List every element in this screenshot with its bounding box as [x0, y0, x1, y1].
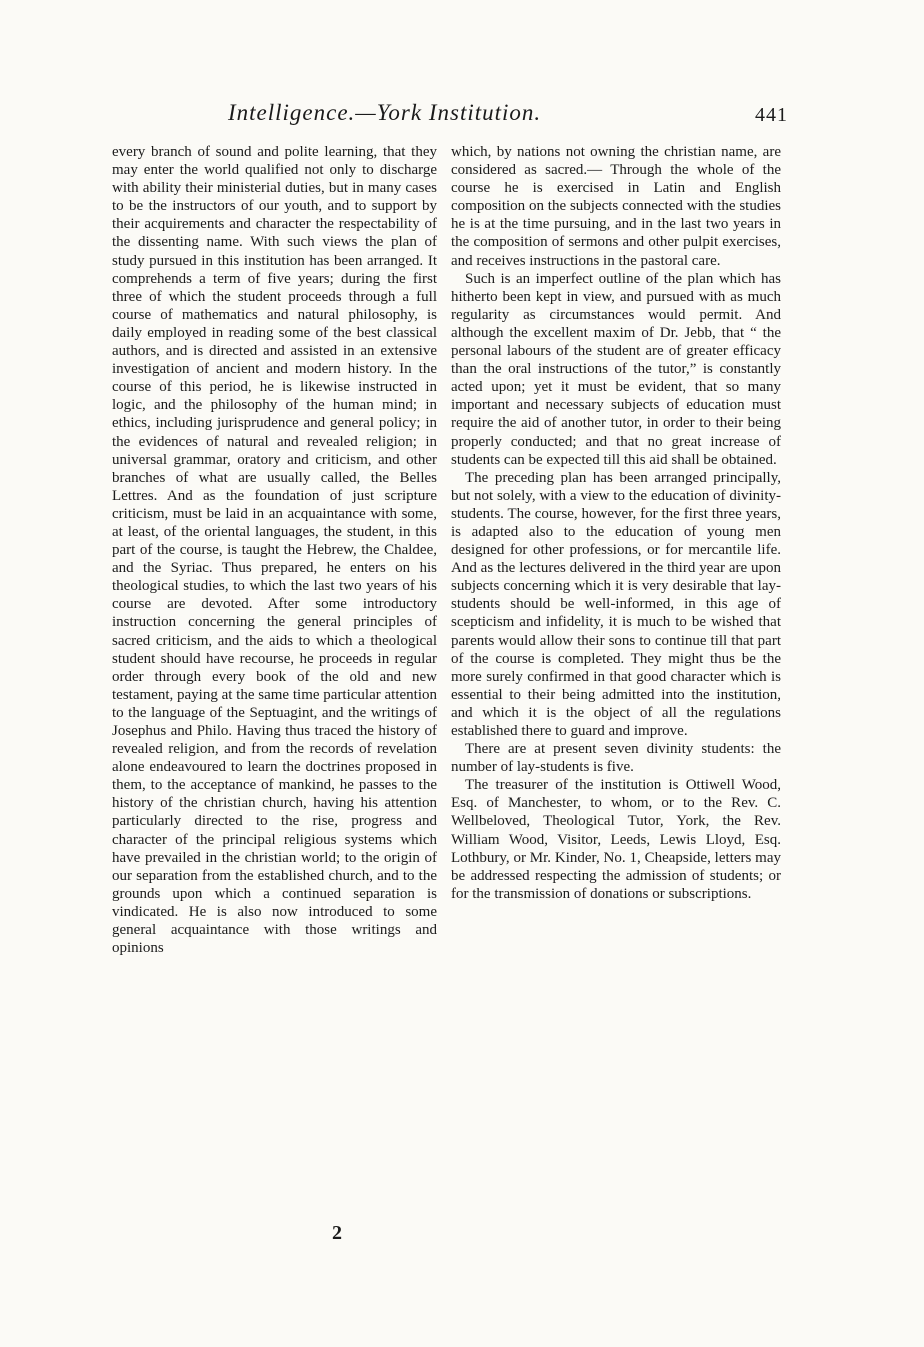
page-number: 441 — [755, 104, 788, 126]
left-column — [112, 143, 437, 957]
right-paragraph-4: There are at present seven divinity students: the number of lay-students is five. — [451, 741, 781, 776]
signature-mark: 2 — [332, 1222, 342, 1244]
right-paragraph-2: Such is an imperfect outline of the plan which has hitherto been kept in view, and pursued with as much regularity as circumstances would permit. And although the excellent maxim of Dr. Jebb, that “ the personal labours of the student are of greater efficacy than the oral instructions of the tutor,” is constantly acted upon; yet it must be evident, that so many important and necessary subjects of education must require the aid of another tutor, in order to their being properly conducted; and that no great increase of students can be expected till this aid shall be obtained. — [451, 270, 781, 468]
right-paragraph-3: The preceding plan has been arranged principally, but not solely, with a view to the education of divinity-students. The course, however, for the first three years, is adapted also to the education of young men designed for other professions, or for mercantile life. And as the lectures delivered in the third year are upon subjects concerning which it is very desirable that lay-students should be well-informed, in this age of scepticism and infidelity, it is much to be wished that parents would allow their sons to continue till that part of the course is completed. They might thus be the more surely confirmed in that good character which is essential to their being admitted into the institution, and which it is the object of all the regulations established there to guard and improve. — [451, 469, 781, 739]
right-paragraph-5: The treasurer of the institution is Ottiwell Wood, Esq. of Manchester, to whom, or to the Rev. C. Wellbeloved, Theological Tutor, York, the Rev. William Wood, Visitor, Leeds, Lewis Lloyd, Esq. Lothbury, or Mr. Kinder, No. 1, Cheapside, letters may be addressed respecting the admission of students; or for the transmission of donations or subscriptions. — [451, 777, 781, 902]
left-paragraph-1: every branch of sound and polite learning, that they may enter the world qualified not only to discharge with ability their ministerial duties, but in many cases to be the instructors of our youth, and to support by their acquirements and character the respectability of the dissenting name. With such views the plan of study pursued in this institution has been arranged. It comprehends a term of five years; during the first three of which the student proceeds through a full course of mathematics and natural philosophy, is daily employed in reading some of the best classical authors, and is directed and assisted in an extensive investigation of ancient and modern history. In the course of this period, he is likewise instructed in logic, and the philosophy of the human mind; in ethics, including jurisprudence and general policy; in the evidences of natural and revealed religion; in universal grammar, oratory and criticism, and other branches of what are usually called, the Belles Lettres. And as the foundation of just scripture criticism, must be laid in an acquaintance with some, at least, of the oriental languages, the student, in this part of the course, is taught the Hebrew, the Chaldee, and the Syriac. Thus prepared, he enters on his theological studies, to which the last two years of his course are devoted. After some introductory instruction concerning the general principles of sacred criticism, and the aids to which a theological student should have recourse, he proceeds in regular order through every book of the old and new testament, paying at the same time particular attention to the language of the Septuagint, and the writings of Josephus and Philo. Having thus traced the history of revealed religion, and from the records of revelation alone endeavoured to learn the doctrines proposed in them, to the acceptance of mankind, he passes to the history of the christian church, having his attention particularly directed to the rise, progress and character of the principal religious systems which have prevailed in the christian world; to the origin of our separation from the established church, and to the grounds upon which a continued separation is vindicated. He is also now introduced to some general acquaintance with those writings and opinions — [112, 144, 437, 957]
running-head: Intelligence.—York Institution. — [228, 100, 542, 125]
page-header — [228, 100, 788, 134]
right-column — [451, 143, 781, 903]
right-paragraph-1: which, by nations not owning the christian name, are considered as sacred.— Through the whole of the course he is exercised in Latin and English composition on the subjects connected with the studies he is at the time pursuing, and in the last two years in the composition of sermons and other pulpit exercises, and receives instructions in the pastoral care. — [451, 144, 781, 269]
